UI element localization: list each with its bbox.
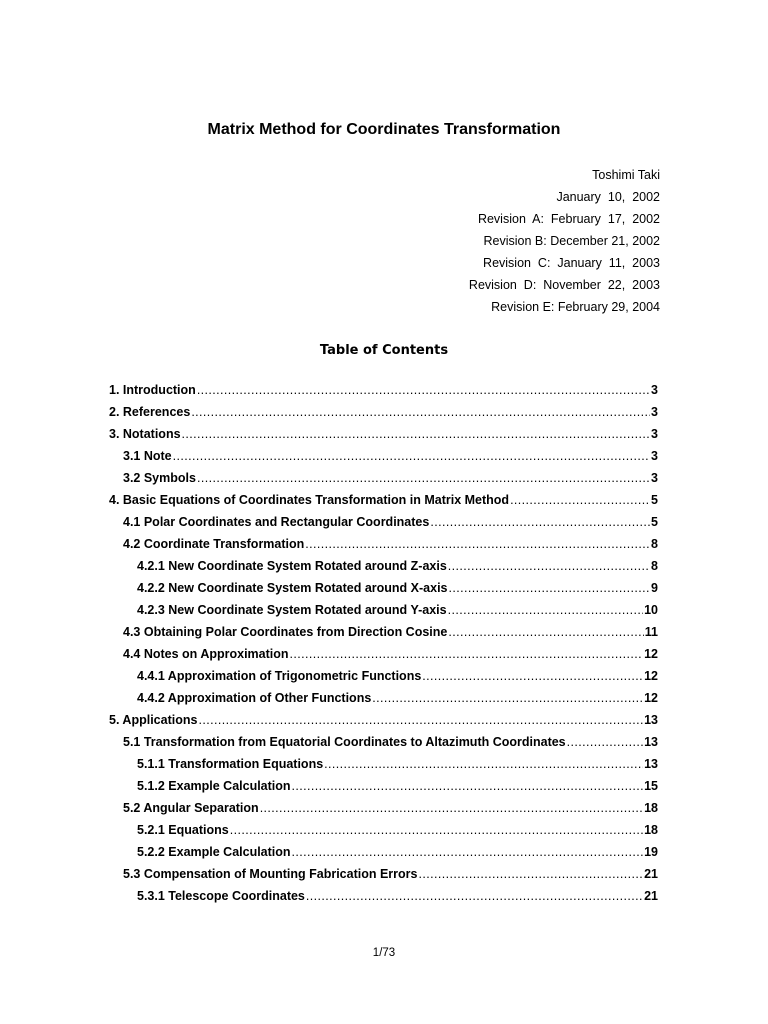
author-name: Toshimi Taki <box>592 168 660 182</box>
toc-entry[interactable] <box>109 801 658 823</box>
toc-entry-page: 12 <box>644 647 658 661</box>
toc-entry-page: 3 <box>651 427 658 441</box>
toc-entry[interactable] <box>109 669 658 691</box>
toc-entry-label: 2. References <box>109 405 191 419</box>
toc-entry-page: 21 <box>644 867 658 881</box>
toc-entry-label: 5.2 Angular Separation <box>123 801 259 815</box>
revision-b: Revision B: December 21, 2002 <box>483 234 660 248</box>
toc-entry-page: 13 <box>644 713 658 727</box>
toc-entry-page: 5 <box>651 493 658 507</box>
toc-entry[interactable] <box>109 493 658 515</box>
toc-entry-label: 4.2 Coordinate Transformation <box>123 537 305 551</box>
toc-entry[interactable] <box>109 405 658 427</box>
toc-entry-label: 3.1 Note <box>123 449 172 463</box>
toc-entry-page: 11 <box>644 625 658 639</box>
toc-dot-leader <box>305 537 650 551</box>
toc-dot-leader <box>510 493 650 507</box>
toc-entry[interactable] <box>109 559 658 581</box>
document-title: Matrix Method for Coordinates Transformation <box>207 121 561 138</box>
toc-entry[interactable] <box>109 845 658 867</box>
toc-entry[interactable] <box>109 713 658 735</box>
toc-entry-label: 4. Basic Equations of Coordinates Transformation in Matrix Method <box>109 493 510 507</box>
toc-dot-leader <box>418 867 643 881</box>
toc-entry[interactable] <box>109 603 658 625</box>
toc-entry[interactable] <box>109 427 658 449</box>
toc-entry-page: 13 <box>644 757 658 771</box>
toc-entry[interactable] <box>109 823 658 845</box>
toc-dot-leader <box>173 449 650 463</box>
toc-entry-label: 5. Applications <box>109 713 198 727</box>
toc-entry[interactable] <box>109 691 658 713</box>
toc-entry-page: 19 <box>644 845 658 859</box>
toc-entry-page: 3 <box>651 449 658 463</box>
toc-entry[interactable] <box>109 383 658 405</box>
toc-dot-leader <box>448 559 650 573</box>
toc-entry[interactable] <box>109 867 658 889</box>
toc-dot-leader <box>230 823 643 837</box>
original-date: January 10, 2002 <box>556 190 660 204</box>
toc-entry-page: 12 <box>644 691 658 705</box>
toc-dot-leader <box>292 779 644 793</box>
toc-entry-page: 10 <box>644 603 658 617</box>
toc-entry-page: 5 <box>651 515 658 529</box>
toc-entry-page: 18 <box>644 801 658 815</box>
toc-entry[interactable] <box>109 581 658 603</box>
toc-entry[interactable] <box>109 471 658 493</box>
toc-entry[interactable] <box>109 889 658 911</box>
toc-dot-leader <box>448 603 644 617</box>
toc-dot-leader <box>422 669 643 683</box>
toc-entry-label: 5.2.1 Equations <box>137 823 229 837</box>
toc-entry-label: 1. Introduction <box>109 383 196 397</box>
toc-entry-label: 4.4 Notes on Approximation <box>123 647 289 661</box>
toc-entry-page: 12 <box>644 669 658 683</box>
toc-entry[interactable] <box>109 449 658 471</box>
toc-entry-page: 21 <box>644 889 658 903</box>
toc-entry-label: 3. Notations <box>109 427 181 441</box>
toc-entry-label: 5.2.2 Example Calculation <box>137 845 291 859</box>
toc-entry-page: 3 <box>651 405 658 419</box>
table-of-contents <box>109 383 658 911</box>
toc-entry-label: 4.4.2 Approximation of Other Functions <box>137 691 372 705</box>
toc-entry-page: 8 <box>651 537 658 551</box>
revision-d: Revision D: November 22, 2003 <box>468 278 660 292</box>
toc-dot-leader <box>290 647 644 661</box>
toc-entry[interactable] <box>109 779 658 801</box>
toc-dot-leader <box>182 427 651 441</box>
toc-entry[interactable] <box>109 647 658 669</box>
toc-entry-page: 18 <box>644 823 658 837</box>
toc-entry-page: 3 <box>651 471 658 485</box>
toc-entry[interactable] <box>109 735 658 757</box>
toc-dot-leader <box>191 405 650 419</box>
toc-entry[interactable] <box>109 757 658 779</box>
toc-entry-label: 4.4.1 Approximation of Trigonometric Functions <box>137 669 422 683</box>
toc-dot-leader <box>306 889 643 903</box>
revision-e: Revision E: February 29, 2004 <box>491 300 660 314</box>
toc-dot-leader <box>372 691 643 705</box>
toc-entry-label: 4.2.1 New Coordinate System Rotated around Z-axis <box>137 559 447 573</box>
toc-dot-leader <box>292 845 644 859</box>
toc-dot-leader <box>567 735 643 749</box>
toc-dot-leader <box>430 515 650 529</box>
toc-dot-leader <box>449 581 651 595</box>
revision-c: Revision C: January 11, 2003 <box>483 256 660 270</box>
toc-entry-page: 3 <box>651 383 658 397</box>
toc-dot-leader <box>197 383 650 397</box>
toc-dot-leader <box>197 471 650 485</box>
toc-entry-label: 4.2.2 New Coordinate System Rotated around X-axis <box>137 581 448 595</box>
toc-entry-label: 4.1 Polar Coordinates and Rectangular Coordinates <box>123 515 430 529</box>
toc-entry-label: 5.1 Transformation from Equatorial Coordinates to Altazimuth Coordinates <box>123 735 566 749</box>
toc-entry-page: 9 <box>651 581 658 595</box>
toc-entry-label: 4.3 Obtaining Polar Coordinates from Direction Cosine <box>123 625 448 639</box>
toc-entry-page: 15 <box>644 779 658 793</box>
toc-dot-leader <box>198 713 643 727</box>
toc-heading: Table of Contents <box>319 343 449 358</box>
toc-dot-leader <box>260 801 643 815</box>
toc-entry-label: 5.1.1 Transformation Equations <box>137 757 324 771</box>
toc-entry-page: 8 <box>651 559 658 573</box>
toc-entry-label: 5.3.1 Telescope Coordinates <box>137 889 305 903</box>
toc-entry-label: 5.1.2 Example Calculation <box>137 779 291 793</box>
toc-entry[interactable] <box>109 625 658 647</box>
toc-entry[interactable] <box>109 537 658 559</box>
toc-entry-label: 3.2 Symbols <box>123 471 196 485</box>
toc-dot-leader <box>324 757 643 771</box>
revision-a: Revision A: February 17, 2002 <box>477 212 660 226</box>
toc-entry[interactable] <box>109 515 658 537</box>
page-number: 1/73 <box>372 947 396 959</box>
toc-entry-label: 5.3 Compensation of Mounting Fabrication Errors <box>123 867 418 881</box>
toc-dot-leader <box>448 625 643 639</box>
toc-entry-label: 4.2.3 New Coordinate System Rotated around Y-axis <box>137 603 447 617</box>
toc-entry-page: 13 <box>644 735 658 749</box>
